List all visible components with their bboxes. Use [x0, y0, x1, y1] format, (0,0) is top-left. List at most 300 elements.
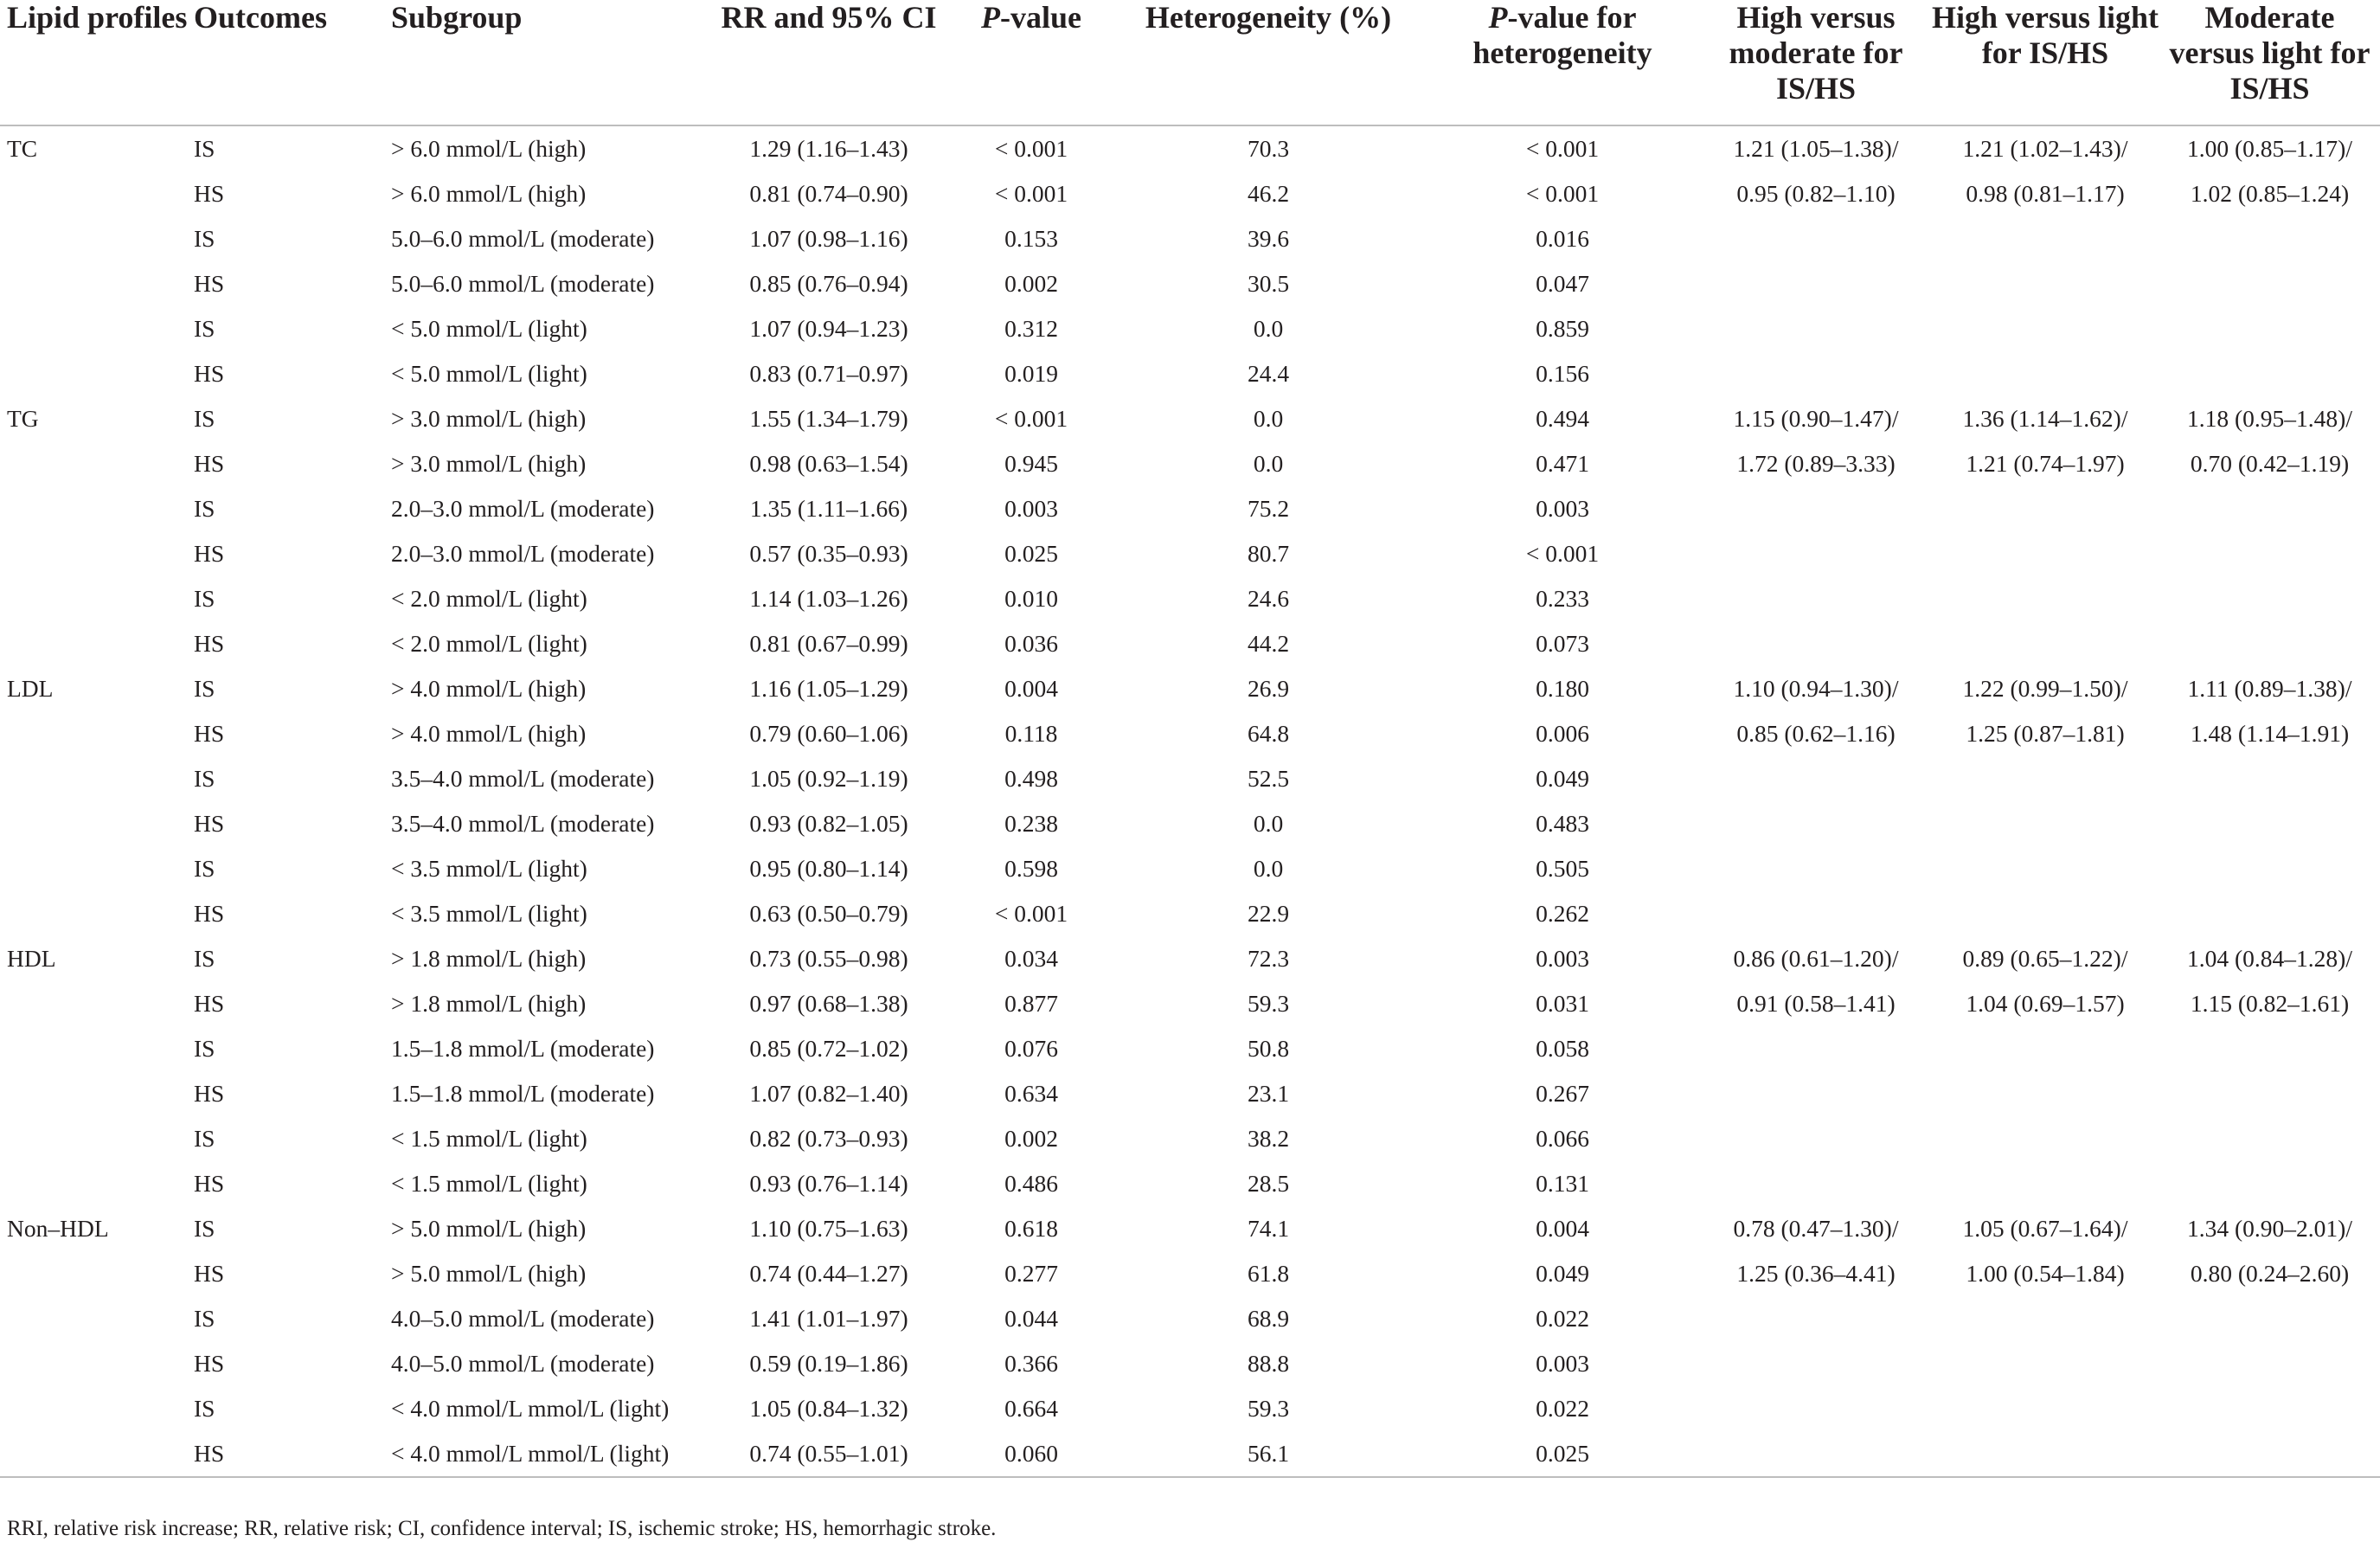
cell-high-vs-moderate: [1701, 891, 1931, 936]
cell-subgroup: > 5.0 mmol/L (high): [391, 1260, 587, 1287]
table-row: [0, 981, 2380, 1026]
cell-outcome: HS: [194, 1350, 225, 1377]
cell-p-value: < 0.001: [994, 180, 1068, 207]
cell-lipid-profile: [0, 1431, 194, 1477]
cell-moderate-vs-light: 0.80 (0.24–2.60): [2190, 1260, 2350, 1287]
table-row: [0, 891, 2380, 936]
cell-high-vs-moderate: [1701, 1026, 1931, 1071]
cell-subgroup: < 2.0 mmol/L (light): [391, 585, 587, 612]
cell-lipid-profile: [0, 1251, 194, 1296]
cell-subgroup: > 3.0 mmol/L (high): [391, 405, 587, 432]
cell-outcome: IS: [194, 495, 215, 522]
cell-high-vs-moderate: [1701, 801, 1931, 846]
cell-heterogeneity: 52.5: [1247, 765, 1290, 792]
cell-p-value: 0.025: [1004, 540, 1058, 567]
cell-lipid-profile: LDL: [7, 675, 54, 702]
cell-lipid-profile: [0, 351, 194, 396]
cell-heterogeneity: 44.2: [1247, 630, 1290, 657]
cell-moderate-vs-light: [2159, 531, 2380, 576]
cell-heterogeneity: 39.6: [1247, 225, 1290, 252]
cell-p-value: 0.034: [1004, 945, 1058, 972]
cell-p-value: < 0.001: [994, 135, 1068, 162]
cell-rr-ci: 0.95 (0.80–1.14): [749, 855, 908, 882]
cell-p-heterogeneity: 0.006: [1536, 720, 1589, 747]
cell-lipid-profile: [0, 531, 194, 576]
cell-p-value: < 0.001: [994, 900, 1068, 927]
cell-p-heterogeneity: 0.022: [1536, 1305, 1589, 1332]
cell-lipid-profile: [0, 846, 194, 891]
cell-subgroup: < 5.0 mmol/L (light): [391, 315, 587, 342]
cell-subgroup: > 3.0 mmol/L (high): [391, 450, 587, 477]
cell-high-vs-moderate: [1701, 1386, 1931, 1431]
cell-lipid-profile: [0, 756, 194, 801]
cell-rr-ci: 0.81 (0.74–0.90): [749, 180, 908, 207]
cell-outcome: HS: [194, 810, 225, 837]
cell-lipid-profile: [0, 801, 194, 846]
cell-moderate-vs-light: [2159, 216, 2380, 261]
cell-heterogeneity: 0.0: [1253, 450, 1284, 477]
cell-p-value: 0.664: [1004, 1395, 1058, 1422]
cell-high-vs-moderate: 0.78 (0.47–1.30)/: [1733, 1215, 1899, 1242]
cell-p-value: 0.945: [1004, 450, 1058, 477]
cell-rr-ci: 1.29 (1.16–1.43): [749, 135, 908, 162]
cell-high-vs-light: [1931, 1386, 2159, 1431]
cell-heterogeneity: 70.3: [1247, 135, 1290, 162]
cell-high-vs-moderate: [1701, 216, 1931, 261]
cell-subgroup: < 4.0 mmol/L mmol/L (light): [391, 1431, 708, 1477]
cell-moderate-vs-light: 1.48 (1.14–1.91): [2190, 720, 2350, 747]
table-row: [0, 801, 2380, 846]
table-row: [0, 1026, 2380, 1071]
cell-outcome: IS: [194, 1035, 215, 1062]
cell-high-vs-moderate: [1701, 261, 1931, 306]
cell-high-vs-moderate: [1701, 1116, 1931, 1161]
cell-subgroup: < 3.5 mmol/L (light): [391, 900, 587, 927]
cell-high-vs-moderate: [1701, 1296, 1931, 1341]
cell-high-vs-moderate: 0.95 (0.82–1.10): [1736, 180, 1896, 207]
table-row: [0, 756, 2380, 801]
cell-outcome: HS: [194, 270, 225, 297]
cell-rr-ci: 0.98 (0.63–1.54): [749, 450, 908, 477]
cell-heterogeneity: 30.5: [1247, 270, 1290, 297]
cell-moderate-vs-light: 1.04 (0.84–1.28)/: [2187, 945, 2352, 972]
cell-high-vs-light: [1931, 531, 2159, 576]
cell-p-heterogeneity: 0.471: [1536, 450, 1589, 477]
cell-moderate-vs-light: [2159, 621, 2380, 666]
cell-p-heterogeneity: 0.031: [1536, 990, 1589, 1017]
cell-high-vs-light: 1.00 (0.54–1.84): [1966, 1260, 2125, 1287]
cell-moderate-vs-light: [2159, 576, 2380, 621]
cell-lipid-profile: [0, 1386, 194, 1431]
cell-high-vs-moderate: 1.25 (0.36–4.41): [1736, 1260, 1896, 1287]
cell-p-heterogeneity: 0.003: [1536, 495, 1589, 522]
cell-outcome: IS: [194, 675, 215, 702]
cell-moderate-vs-light: [2159, 351, 2380, 396]
cell-p-value: 0.010: [1004, 585, 1058, 612]
cell-rr-ci: 0.97 (0.68–1.38): [749, 990, 908, 1017]
cell-heterogeneity: 38.2: [1247, 1125, 1290, 1152]
cell-p-heterogeneity: 0.066: [1536, 1125, 1589, 1152]
cell-moderate-vs-light: 1.11 (0.89–1.38)/: [2187, 675, 2352, 702]
cell-lipid-profile: [0, 1341, 194, 1386]
cell-lipid-profile: Non–HDL: [7, 1215, 109, 1242]
cell-rr-ci: 0.93 (0.76–1.14): [749, 1170, 908, 1197]
cell-moderate-vs-light: 1.02 (0.85–1.24): [2190, 180, 2350, 207]
cell-rr-ci: 1.10 (0.75–1.63): [749, 1215, 908, 1242]
cell-rr-ci: 1.07 (0.98–1.16): [749, 225, 908, 252]
cell-p-value: 0.498: [1004, 765, 1058, 792]
cell-high-vs-moderate: 1.21 (1.05–1.38)/: [1733, 135, 1899, 162]
cell-moderate-vs-light: [2159, 1296, 2380, 1341]
cell-subgroup: 4.0–5.0 mmol/L (moderate): [391, 1305, 655, 1332]
cell-outcome: HS: [194, 720, 225, 747]
cell-outcome: HS: [194, 1080, 225, 1107]
cell-rr-ci: 1.16 (1.05–1.29): [749, 675, 908, 702]
cell-rr-ci: 0.59 (0.19–1.86): [749, 1350, 908, 1377]
cell-heterogeneity: 72.3: [1247, 945, 1290, 972]
cell-high-vs-moderate: [1701, 1431, 1931, 1477]
cell-high-vs-light: 0.89 (0.65–1.22)/: [1962, 945, 2128, 972]
table-row: [0, 666, 2380, 711]
cell-subgroup: 5.0–6.0 mmol/L (moderate): [391, 225, 655, 252]
cell-rr-ci: 1.14 (1.03–1.26): [749, 585, 908, 612]
cell-moderate-vs-light: [2159, 1386, 2380, 1431]
table-row: [0, 396, 2380, 441]
cell-p-value: 0.153: [1004, 225, 1058, 252]
table-row: [0, 171, 2380, 216]
cell-heterogeneity: 50.8: [1247, 1035, 1290, 1062]
cell-outcome: IS: [194, 945, 215, 972]
cell-lipid-profile: [0, 1116, 194, 1161]
table-row: [0, 846, 2380, 891]
cell-lipid-profile: [0, 216, 194, 261]
table-body: [0, 125, 2380, 1477]
cell-p-value: 0.076: [1004, 1035, 1058, 1062]
cell-high-vs-light: [1931, 1341, 2159, 1386]
cell-p-heterogeneity: 0.004: [1536, 1215, 1589, 1242]
cell-high-vs-moderate: [1701, 531, 1931, 576]
cell-subgroup: < 2.0 mmol/L (light): [391, 630, 587, 657]
table-footnote: RRI, relative risk increase; RR, relative risk; CI, confidence interval; IS, ischemic stroke; HS, hemorrhagic stroke.: [7, 1517, 997, 1540]
cell-rr-ci: 0.85 (0.76–0.94): [749, 270, 908, 297]
cell-subgroup: > 5.0 mmol/L (high): [391, 1215, 587, 1242]
cell-lipid-profile: [0, 441, 194, 486]
cell-moderate-vs-light: [2159, 261, 2380, 306]
cell-heterogeneity: 24.4: [1247, 360, 1290, 387]
cell-high-vs-light: [1931, 576, 2159, 621]
cell-rr-ci: 1.05 (0.84–1.32): [749, 1395, 908, 1422]
col-header-subgroup: Subgroup: [391, 0, 708, 125]
cell-outcome: IS: [194, 855, 215, 882]
cell-p-value: 0.486: [1004, 1170, 1058, 1197]
cell-p-value: 0.004: [1004, 675, 1058, 702]
cell-p-heterogeneity: 0.233: [1536, 585, 1589, 612]
cell-lipid-profile: [0, 891, 194, 936]
cell-subgroup: 3.5–4.0 mmol/L (moderate): [391, 765, 655, 792]
table-row: [0, 1296, 2380, 1341]
cell-p-value: 0.598: [1004, 855, 1058, 882]
cell-high-vs-light: [1931, 846, 2159, 891]
table-row: [0, 216, 2380, 261]
cell-subgroup: 1.5–1.8 mmol/L (moderate): [391, 1035, 655, 1062]
cell-high-vs-moderate: [1701, 486, 1931, 531]
cell-rr-ci: 0.57 (0.35–0.93): [749, 540, 908, 567]
table-row: [0, 1341, 2380, 1386]
cell-heterogeneity: 28.5: [1247, 1170, 1290, 1197]
table-row: [0, 1251, 2380, 1296]
cell-rr-ci: 1.41 (1.01–1.97): [749, 1305, 908, 1332]
cell-p-value: 0.366: [1004, 1350, 1058, 1377]
cell-lipid-profile: [0, 711, 194, 756]
cell-moderate-vs-light: 1.34 (0.90–2.01)/: [2187, 1215, 2352, 1242]
cell-high-vs-moderate: [1701, 351, 1931, 396]
col-header-outcomes: Outcomes: [194, 0, 391, 125]
cell-rr-ci: 1.07 (0.94–1.23): [749, 315, 908, 342]
cell-outcome: HS: [194, 180, 225, 207]
cell-high-vs-light: [1931, 351, 2159, 396]
table-row: [0, 125, 2380, 171]
cell-p-heterogeneity: 0.505: [1536, 855, 1589, 882]
cell-rr-ci: 0.73 (0.55–0.98): [749, 945, 908, 972]
cell-high-vs-light: [1931, 621, 2159, 666]
cell-rr-ci: 0.81 (0.67–0.99): [749, 630, 908, 657]
cell-heterogeneity: 22.9: [1247, 900, 1290, 927]
cell-subgroup: > 4.0 mmol/L (high): [391, 720, 587, 747]
cell-outcome: HS: [194, 990, 225, 1017]
cell-lipid-profile: [0, 306, 194, 351]
cell-subgroup: 3.5–4.0 mmol/L (moderate): [391, 810, 655, 837]
cell-lipid-profile: [0, 1026, 194, 1071]
cell-lipid-profile: TG: [7, 405, 39, 432]
cell-subgroup: > 6.0 mmol/L (high): [391, 180, 587, 207]
cell-outcome: IS: [194, 585, 215, 612]
cell-subgroup: > 4.0 mmol/L (high): [391, 675, 587, 702]
cell-p-heterogeneity: 0.003: [1536, 1350, 1589, 1377]
cell-heterogeneity: 59.3: [1247, 990, 1290, 1017]
cell-heterogeneity: 56.1: [1113, 1431, 1424, 1477]
col-header-lipid-profiles: Lipid profiles: [0, 0, 194, 125]
cell-outcome: IS: [194, 765, 215, 792]
cell-high-vs-light: 0.98 (0.81–1.17): [1966, 180, 2125, 207]
table-row: [0, 936, 2380, 981]
cell-heterogeneity: 75.2: [1247, 495, 1290, 522]
table-row: [0, 306, 2380, 351]
cell-high-vs-moderate: [1701, 1341, 1931, 1386]
cell-p-value: 0.312: [1004, 315, 1058, 342]
cell-rr-ci: 1.07 (0.82–1.40): [749, 1080, 908, 1107]
cell-outcome: IS: [194, 135, 215, 162]
cell-rr-ci: 0.83 (0.71–0.97): [749, 360, 908, 387]
cell-high-vs-light: [1931, 1071, 2159, 1116]
cell-rr-ci: 0.63 (0.50–0.79): [749, 900, 908, 927]
cell-lipid-profile: [0, 486, 194, 531]
cell-subgroup: 5.0–6.0 mmol/L (moderate): [391, 270, 655, 297]
cell-subgroup: < 1.5 mmol/L (light): [391, 1170, 587, 1197]
cell-subgroup: > 1.8 mmol/L (high): [391, 990, 587, 1017]
cell-p-value: 0.044: [1004, 1305, 1058, 1332]
cell-p-heterogeneity: 0.058: [1536, 1035, 1589, 1062]
cell-p-heterogeneity: 0.859: [1536, 315, 1589, 342]
cell-lipid-profile: [0, 261, 194, 306]
cell-p-heterogeneity: 0.049: [1536, 1260, 1589, 1287]
table-row: [0, 711, 2380, 756]
cell-moderate-vs-light: 0.70 (0.42–1.19): [2190, 450, 2350, 477]
cell-high-vs-light: [1931, 1296, 2159, 1341]
cell-high-vs-light: [1931, 486, 2159, 531]
cell-subgroup: 4.0–5.0 mmol/L (moderate): [391, 1350, 655, 1377]
col-header-heterogeneity: Heterogeneity (%): [1113, 0, 1424, 125]
cell-high-vs-moderate: [1701, 756, 1931, 801]
cell-outcome: IS: [194, 225, 215, 252]
cell-p-heterogeneity: 0.073: [1536, 630, 1589, 657]
cell-moderate-vs-light: [2159, 1116, 2380, 1161]
col-header-moderate-vs-light: Moderate versus light for IS/HS: [2159, 0, 2380, 125]
cell-outcome: HS: [194, 450, 225, 477]
cell-subgroup: 2.0–3.0 mmol/L (moderate): [391, 540, 655, 567]
cell-lipid-profile: TC: [7, 135, 38, 162]
cell-high-vs-moderate: 0.85 (0.62–1.16): [1736, 720, 1896, 747]
cell-rr-ci: 0.93 (0.82–1.05): [749, 810, 908, 837]
cell-lipid-profile: [0, 576, 194, 621]
cell-p-value: 0.019: [1004, 360, 1058, 387]
cell-p-value: 0.618: [1004, 1215, 1058, 1242]
cell-rr-ci: 1.05 (0.92–1.19): [749, 765, 908, 792]
cell-high-vs-moderate: [1701, 576, 1931, 621]
cell-p-heterogeneity: 0.016: [1536, 225, 1589, 252]
cell-heterogeneity: 88.8: [1247, 1350, 1290, 1377]
cell-p-value: < 0.001: [994, 405, 1068, 432]
cell-subgroup: < 3.5 mmol/L (light): [391, 855, 587, 882]
cell-high-vs-light: [1931, 1116, 2159, 1161]
col-header-high-vs-light: High versus light for IS/HS: [1931, 0, 2159, 125]
cell-outcome: IS: [194, 1395, 215, 1422]
cell-moderate-vs-light: 1.18 (0.95–1.48)/: [2187, 405, 2352, 432]
cell-p-value: 0.118: [1004, 720, 1058, 747]
cell-high-vs-moderate: [1701, 621, 1931, 666]
cell-outcome: HS: [194, 1431, 391, 1477]
cell-p-heterogeneity: 0.003: [1536, 945, 1589, 972]
cell-heterogeneity: 64.8: [1247, 720, 1290, 747]
cell-p-heterogeneity: < 0.001: [1525, 540, 1600, 567]
cell-heterogeneity: 80.7: [1247, 540, 1290, 567]
cell-rr-ci: 0.74 (0.55–1.01): [708, 1431, 950, 1477]
cell-moderate-vs-light: [2159, 891, 2380, 936]
cell-rr-ci: 0.79 (0.60–1.06): [749, 720, 908, 747]
cell-lipid-profile: [0, 1161, 194, 1206]
col-header-p-value: P-value: [950, 0, 1113, 125]
col-header-p-heterogeneity: P-value for heterogeneity: [1424, 0, 1701, 125]
cell-heterogeneity: 0.0: [1253, 855, 1284, 882]
cell-high-vs-moderate: 1.15 (0.90–1.47)/: [1733, 405, 1899, 432]
cell-outcome: IS: [194, 315, 215, 342]
table-row: [0, 576, 2380, 621]
cell-high-vs-light: [1931, 216, 2159, 261]
cell-p-heterogeneity: 0.156: [1536, 360, 1589, 387]
cell-high-vs-light: 1.36 (1.14–1.62)/: [1962, 405, 2128, 432]
cell-moderate-vs-light: [2159, 1341, 2380, 1386]
cell-heterogeneity: 0.0: [1253, 810, 1284, 837]
cell-heterogeneity: 24.6: [1247, 585, 1290, 612]
cell-p-heterogeneity: 0.267: [1536, 1080, 1589, 1107]
cell-p-value: 0.036: [1004, 630, 1058, 657]
cell-high-vs-moderate: [1701, 1161, 1931, 1206]
table-row: [0, 1386, 2380, 1431]
cell-subgroup: > 6.0 mmol/L (high): [391, 135, 587, 162]
cell-high-vs-moderate: 1.72 (0.89–3.33): [1736, 450, 1896, 477]
cell-heterogeneity: 59.3: [1247, 1395, 1290, 1422]
table-row: [0, 1116, 2380, 1161]
cell-heterogeneity: 68.9: [1247, 1305, 1290, 1332]
cell-rr-ci: 0.82 (0.73–0.93): [749, 1125, 908, 1152]
cell-p-value: 0.002: [1004, 270, 1058, 297]
cell-high-vs-light: [1931, 306, 2159, 351]
cell-p-value: 0.003: [1004, 495, 1058, 522]
cell-moderate-vs-light: 1.00 (0.85–1.17)/: [2187, 135, 2352, 162]
cell-high-vs-light: [1931, 1431, 2159, 1477]
cell-high-vs-light: [1931, 1161, 2159, 1206]
cell-high-vs-light: 1.21 (0.74–1.97): [1966, 450, 2125, 477]
cell-p-heterogeneity: 0.047: [1536, 270, 1589, 297]
cell-p-heterogeneity: 0.049: [1536, 765, 1589, 792]
cell-subgroup: < 4.0 mmol/L mmol/L (light): [391, 1395, 670, 1422]
cell-high-vs-moderate: 0.91 (0.58–1.41): [1736, 990, 1896, 1017]
table-row: [0, 1161, 2380, 1206]
cell-outcome: HS: [194, 540, 225, 567]
cell-lipid-profile: [0, 1296, 194, 1341]
cell-lipid-profile: HDL: [7, 945, 56, 972]
cell-heterogeneity: 23.1: [1247, 1080, 1290, 1107]
cell-p-heterogeneity: 0.494: [1536, 405, 1589, 432]
cell-outcome: IS: [194, 405, 215, 432]
table-header-row: [0, 0, 2380, 125]
cell-rr-ci: 1.55 (1.34–1.79): [749, 405, 908, 432]
cell-high-vs-light: [1931, 756, 2159, 801]
cell-subgroup: 2.0–3.0 mmol/L (moderate): [391, 495, 655, 522]
cell-p-heterogeneity: 0.483: [1536, 810, 1589, 837]
cell-high-vs-light: 1.25 (0.87–1.81): [1966, 720, 2125, 747]
cell-heterogeneity: 26.9: [1247, 675, 1290, 702]
cell-moderate-vs-light: [2159, 306, 2380, 351]
table-row: [0, 261, 2380, 306]
cell-outcome: HS: [194, 1170, 225, 1197]
cell-p-heterogeneity: 0.180: [1536, 675, 1589, 702]
cell-lipid-profile: [0, 1071, 194, 1116]
cell-moderate-vs-light: [2159, 1431, 2380, 1477]
cell-moderate-vs-light: [2159, 801, 2380, 846]
col-header-high-vs-moderate: High versus moderate for IS/HS: [1701, 0, 1931, 125]
cell-subgroup: > 1.8 mmol/L (high): [391, 945, 587, 972]
cell-outcome: HS: [194, 900, 225, 927]
cell-outcome: IS: [194, 1215, 215, 1242]
cell-p-heterogeneity: 0.025: [1424, 1431, 1701, 1477]
cell-moderate-vs-light: [2159, 756, 2380, 801]
cell-high-vs-moderate: 0.86 (0.61–1.20)/: [1733, 945, 1899, 972]
cell-outcome: IS: [194, 1125, 215, 1152]
cell-moderate-vs-light: [2159, 486, 2380, 531]
cell-p-value: 0.634: [1004, 1080, 1058, 1107]
cell-subgroup: 1.5–1.8 mmol/L (moderate): [391, 1080, 655, 1107]
cell-moderate-vs-light: [2159, 1071, 2380, 1116]
cell-high-vs-moderate: 1.10 (0.94–1.30)/: [1733, 675, 1899, 702]
cell-subgroup: < 1.5 mmol/L (light): [391, 1125, 587, 1152]
cell-lipid-profile: [0, 981, 194, 1026]
cell-high-vs-light: [1931, 261, 2159, 306]
cell-heterogeneity: 0.0: [1253, 315, 1284, 342]
cell-heterogeneity: 46.2: [1247, 180, 1290, 207]
cell-rr-ci: 0.74 (0.44–1.27): [749, 1260, 908, 1287]
cell-p-heterogeneity: 0.022: [1536, 1395, 1589, 1422]
cell-moderate-vs-light: [2159, 846, 2380, 891]
